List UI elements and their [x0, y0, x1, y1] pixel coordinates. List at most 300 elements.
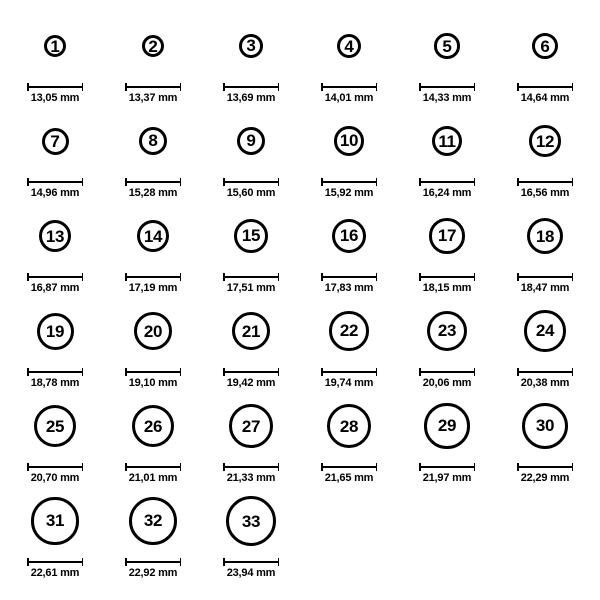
ring-circle-wrap: [524, 295, 565, 367]
diameter-label: 21,01 mm: [128, 472, 178, 484]
diameter-label: 13,05 mm: [30, 92, 80, 104]
ring-circle-wrap: [137, 200, 170, 272]
dimension-tick-left-icon: [419, 83, 421, 91]
diameter-label: 14,01 mm: [324, 92, 374, 104]
dimension-tick-left-icon: [27, 83, 29, 91]
dimension-annotation: [321, 83, 377, 104]
dimension-tick-left-icon: [321, 368, 323, 376]
dimension-annotation: [27, 178, 83, 199]
diameter-label: 15,92 mm: [324, 187, 374, 199]
dimension-tick-left-icon: [125, 558, 127, 566]
dimension-annotation: [223, 83, 279, 104]
dimension-annotation: [27, 558, 83, 579]
ring-circle-wrap: [434, 10, 459, 82]
ring-circle-wrap: [129, 485, 177, 557]
ring-circle-wrap: [132, 390, 175, 462]
dimension-line: [517, 273, 573, 281]
ring-circle-wrap: [237, 105, 266, 177]
ring-size-cell: [104, 200, 202, 295]
dimension-bar: [419, 466, 475, 468]
dimension-bar: [223, 371, 279, 373]
dimension-tick-right-icon: [376, 178, 378, 186]
ring-circle: [522, 403, 568, 449]
dimension-line: [321, 368, 377, 376]
ring-circle: [37, 313, 74, 350]
dimension-bar: [517, 86, 573, 88]
dimension-tick-right-icon: [278, 178, 280, 186]
ring-circle: [132, 405, 175, 448]
dimension-bar: [27, 181, 83, 183]
dimension-tick-left-icon: [27, 273, 29, 281]
dimension-line: [27, 83, 83, 91]
ring-circle: [334, 126, 364, 156]
ring-size-cell: [398, 200, 496, 295]
dimension-annotation: [419, 463, 475, 484]
dimension-annotation: [321, 178, 377, 199]
dimension-tick-right-icon: [572, 273, 574, 281]
dimension-tick-left-icon: [27, 558, 29, 566]
ring-circle: [429, 218, 464, 253]
dimension-bar: [125, 276, 181, 278]
dimension-tick-left-icon: [223, 83, 225, 91]
dimension-annotation: [27, 83, 83, 104]
ring-circle-wrap: [432, 105, 462, 177]
ring-size-cell: [202, 200, 300, 295]
dimension-tick-right-icon: [180, 558, 182, 566]
ring-circle: [39, 220, 71, 252]
diameter-label: 22,29 mm: [520, 472, 570, 484]
dimension-annotation: [517, 83, 573, 104]
ring-size-cell: [202, 10, 300, 105]
dimension-annotation: [27, 368, 83, 389]
dimension-bar: [419, 371, 475, 373]
ring-size-grid: [6, 10, 594, 580]
dimension-line: [223, 273, 279, 281]
dimension-bar: [321, 371, 377, 373]
dimension-line: [125, 368, 181, 376]
dimension-tick-left-icon: [321, 273, 323, 281]
ring-size-label: 20: [143, 321, 163, 341]
ring-circle: [226, 496, 277, 547]
ring-circle: [332, 219, 367, 254]
ring-size-label: 24: [535, 321, 555, 341]
ring-size-label: 1: [50, 36, 60, 56]
dimension-line: [223, 178, 279, 186]
dimension-line: [321, 273, 377, 281]
dimension-tick-right-icon: [180, 368, 182, 376]
dimension-tick-right-icon: [278, 83, 280, 91]
dimension-line: [517, 368, 573, 376]
ring-circle-wrap: [332, 200, 367, 272]
ring-size-cell: [104, 10, 202, 105]
ring-circle: [42, 128, 69, 155]
dimension-line: [223, 83, 279, 91]
dimension-line: [419, 83, 475, 91]
dimension-annotation: [419, 83, 475, 104]
dimension-bar: [125, 181, 181, 183]
dimension-tick-right-icon: [474, 178, 476, 186]
dimension-tick-left-icon: [321, 463, 323, 471]
ring-circle: [532, 33, 558, 59]
dimension-tick-right-icon: [474, 368, 476, 376]
dimension-tick-left-icon: [125, 178, 127, 186]
dimension-tick-right-icon: [278, 558, 280, 566]
dimension-annotation: [125, 368, 181, 389]
ring-circle-wrap: [234, 200, 268, 272]
dimension-tick-left-icon: [223, 178, 225, 186]
ring-size-cell: [6, 105, 104, 200]
ring-size-cell: [496, 390, 594, 485]
ring-size-cell: [202, 105, 300, 200]
diameter-label: 21,97 mm: [422, 472, 472, 484]
dimension-tick-left-icon: [125, 368, 127, 376]
diameter-label: 14,33 mm: [422, 92, 472, 104]
diameter-label: 21,33 mm: [226, 472, 276, 484]
ring-size-cell: [6, 295, 104, 390]
ring-size-label: 29: [437, 416, 457, 436]
dimension-bar: [223, 181, 279, 183]
ring-circle: [529, 125, 560, 156]
ring-size-label: 19: [45, 321, 65, 341]
dimension-tick-right-icon: [278, 273, 280, 281]
dimension-line: [223, 368, 279, 376]
ring-circle-wrap: [327, 390, 372, 462]
dimension-bar: [321, 181, 377, 183]
dimension-bar: [517, 371, 573, 373]
diameter-label: 17,51 mm: [226, 282, 276, 294]
ring-size-label: 16: [339, 226, 359, 246]
diameter-label: 18,15 mm: [422, 282, 472, 294]
dimension-bar: [321, 86, 377, 88]
diameter-label: 16,56 mm: [520, 187, 570, 199]
ring-circle-wrap: [522, 390, 568, 462]
ring-circle-wrap: [44, 10, 66, 82]
ring-size-cell: [496, 105, 594, 200]
ring-circle-wrap: [424, 390, 469, 462]
dimension-tick-left-icon: [517, 178, 519, 186]
ring-size-label: 11: [438, 131, 456, 151]
dimension-line: [27, 273, 83, 281]
dimension-annotation: [419, 178, 475, 199]
ring-circle-wrap: [142, 10, 165, 82]
ring-circle-wrap: [334, 105, 364, 177]
diameter-label: 23,94 mm: [226, 567, 276, 579]
dimension-tick-left-icon: [419, 368, 421, 376]
ring-circle: [129, 497, 177, 545]
dimension-annotation: [321, 273, 377, 294]
diameter-label: 18,78 mm: [30, 377, 80, 389]
ring-size-label: 31: [45, 511, 65, 531]
dimension-annotation: [27, 273, 83, 294]
dimension-bar: [27, 561, 83, 563]
ring-size-cell: [104, 390, 202, 485]
dimension-tick-left-icon: [223, 558, 225, 566]
dimension-bar: [223, 86, 279, 88]
dimension-tick-right-icon: [572, 178, 574, 186]
dimension-bar: [27, 466, 83, 468]
ring-size-label: 13: [45, 226, 65, 246]
dimension-tick-left-icon: [27, 368, 29, 376]
dimension-line: [125, 558, 181, 566]
dimension-bar: [419, 181, 475, 183]
diameter-label: 19,10 mm: [128, 377, 178, 389]
dimension-tick-left-icon: [517, 83, 519, 91]
dimension-line: [223, 463, 279, 471]
dimension-bar: [223, 276, 279, 278]
ring-circle-wrap: [37, 295, 74, 367]
dimension-annotation: [27, 463, 83, 484]
ring-circle-wrap: [427, 295, 467, 367]
dimension-tick-right-icon: [376, 83, 378, 91]
dimension-tick-left-icon: [517, 368, 519, 376]
dimension-line: [223, 558, 279, 566]
diameter-label: 14,64 mm: [520, 92, 570, 104]
dimension-annotation: [517, 368, 573, 389]
ring-circle-wrap: [527, 200, 563, 272]
dimension-tick-right-icon: [278, 368, 280, 376]
dimension-line: [321, 463, 377, 471]
ring-circle: [524, 310, 565, 351]
ring-size-label: 33: [241, 511, 261, 531]
ring-circle-wrap: [239, 10, 263, 82]
ring-circle: [31, 497, 78, 544]
dimension-tick-right-icon: [376, 273, 378, 281]
dimension-tick-left-icon: [223, 273, 225, 281]
dimension-tick-right-icon: [376, 463, 378, 471]
dimension-tick-left-icon: [419, 273, 421, 281]
ring-circle-wrap: [226, 485, 277, 557]
ring-size-cell: [104, 485, 202, 580]
dimension-line: [27, 368, 83, 376]
ring-circle: [234, 219, 268, 253]
dimension-tick-right-icon: [82, 368, 84, 376]
ring-size-cell: [6, 200, 104, 295]
dimension-bar: [125, 561, 181, 563]
dimension-annotation: [517, 463, 573, 484]
dimension-tick-left-icon: [223, 463, 225, 471]
dimension-tick-right-icon: [180, 273, 182, 281]
diameter-label: 19,42 mm: [226, 377, 276, 389]
dimension-line: [419, 273, 475, 281]
dimension-tick-left-icon: [125, 463, 127, 471]
dimension-line: [27, 558, 83, 566]
ring-size-label: 15: [241, 226, 261, 246]
dimension-annotation: [125, 558, 181, 579]
ring-circle: [237, 127, 266, 156]
ring-size-cell: [300, 200, 398, 295]
ring-size-cell: [398, 10, 496, 105]
ring-circle: [434, 33, 459, 58]
dimension-tick-right-icon: [572, 463, 574, 471]
ring-size-cell: [202, 295, 300, 390]
ring-size-label: 3: [246, 36, 256, 56]
diameter-label: 22,92 mm: [128, 567, 178, 579]
ring-circle-wrap: [39, 200, 71, 272]
ring-size-cell: [300, 390, 398, 485]
ring-circle-wrap: [529, 105, 560, 177]
dimension-annotation: [321, 463, 377, 484]
dimension-bar: [517, 466, 573, 468]
dimension-line: [321, 178, 377, 186]
ring-size-label: 14: [143, 226, 163, 246]
dimension-line: [125, 463, 181, 471]
dimension-tick-left-icon: [321, 83, 323, 91]
dimension-tick-right-icon: [82, 273, 84, 281]
dimension-tick-left-icon: [517, 273, 519, 281]
diameter-label: 20,70 mm: [30, 472, 80, 484]
ring-size-label: 2: [148, 36, 158, 56]
dimension-tick-right-icon: [82, 83, 84, 91]
ring-size-cell: [398, 105, 496, 200]
dimension-annotation: [125, 463, 181, 484]
dimension-annotation: [125, 83, 181, 104]
ring-size-cell: [104, 105, 202, 200]
dimension-tick-right-icon: [180, 178, 182, 186]
ring-circle-wrap: [42, 105, 69, 177]
ring-size-label: 23: [437, 321, 457, 341]
dimension-tick-left-icon: [517, 463, 519, 471]
ring-circle: [34, 405, 76, 447]
dimension-tick-left-icon: [419, 463, 421, 471]
ring-circle-wrap: [329, 295, 369, 367]
dimension-tick-right-icon: [572, 83, 574, 91]
ring-size-cell: [300, 10, 398, 105]
dimension-line: [419, 368, 475, 376]
diameter-label: 18,47 mm: [520, 282, 570, 294]
ring-circle: [424, 403, 469, 448]
ring-size-label: 26: [143, 416, 163, 436]
dimension-annotation: [419, 368, 475, 389]
ring-size-label: 5: [442, 36, 452, 56]
ring-circle-wrap: [337, 10, 362, 82]
dimension-line: [517, 178, 573, 186]
dimension-tick-left-icon: [419, 178, 421, 186]
dimension-annotation: [223, 368, 279, 389]
dimension-tick-left-icon: [125, 83, 127, 91]
dimension-line: [125, 178, 181, 186]
dimension-annotation: [223, 558, 279, 579]
ring-size-label: 6: [540, 36, 550, 56]
diameter-label: 14,96 mm: [30, 187, 80, 199]
ring-circle: [432, 126, 462, 156]
dimension-bar: [517, 181, 573, 183]
ring-size-label: 10: [339, 131, 359, 151]
ring-size-cell: [6, 10, 104, 105]
ring-size-cell: [6, 390, 104, 485]
dimension-line: [517, 83, 573, 91]
diameter-label: 19,74 mm: [324, 377, 374, 389]
ring-circle: [44, 35, 66, 57]
ring-circle-wrap: [31, 485, 78, 557]
dimension-bar: [321, 276, 377, 278]
ring-size-cell: [300, 295, 398, 390]
ring-size-label: 21: [241, 321, 261, 341]
ring-size-cell: [202, 485, 300, 580]
ring-size-label: 28: [339, 416, 359, 436]
dimension-tick-right-icon: [376, 368, 378, 376]
dimension-tick-right-icon: [180, 83, 182, 91]
ring-circle-wrap: [532, 10, 558, 82]
dimension-annotation: [223, 273, 279, 294]
dimension-tick-left-icon: [27, 178, 29, 186]
dimension-line: [419, 463, 475, 471]
dimension-tick-right-icon: [180, 463, 182, 471]
ring-circle-wrap: [134, 295, 172, 367]
dimension-annotation: [419, 273, 475, 294]
dimension-bar: [27, 86, 83, 88]
diameter-label: 13,37 mm: [128, 92, 178, 104]
ring-size-label: 17: [437, 226, 457, 246]
ring-circle: [232, 312, 271, 351]
diameter-label: 16,87 mm: [30, 282, 80, 294]
dimension-annotation: [223, 178, 279, 199]
ring-circle: [427, 311, 467, 351]
ring-size-label: 4: [344, 36, 354, 56]
ring-size-cell: [398, 295, 496, 390]
dimension-bar: [223, 561, 279, 563]
ring-size-cell: [202, 390, 300, 485]
dimension-annotation: [125, 178, 181, 199]
dimension-bar: [321, 466, 377, 468]
dimension-tick-right-icon: [572, 368, 574, 376]
dimension-tick-right-icon: [474, 463, 476, 471]
ring-circle: [134, 312, 172, 350]
dimension-line: [125, 83, 181, 91]
dimension-line: [321, 83, 377, 91]
ring-size-label: 18: [535, 226, 555, 246]
ring-circle: [327, 404, 372, 449]
dimension-annotation: [517, 273, 573, 294]
dimension-tick-left-icon: [27, 463, 29, 471]
ring-circle-wrap: [229, 390, 273, 462]
dimension-bar: [419, 276, 475, 278]
ring-size-label: 25: [45, 416, 65, 436]
ring-size-cell: [496, 200, 594, 295]
ring-size-label: 7: [50, 131, 60, 151]
dimension-line: [27, 178, 83, 186]
dimension-bar: [419, 86, 475, 88]
dimension-annotation: [321, 368, 377, 389]
dimension-bar: [125, 86, 181, 88]
ring-size-cell: [496, 295, 594, 390]
dimension-bar: [517, 276, 573, 278]
dimension-tick-left-icon: [321, 178, 323, 186]
dimension-tick-right-icon: [278, 463, 280, 471]
diameter-label: 15,60 mm: [226, 187, 276, 199]
dimension-tick-right-icon: [82, 558, 84, 566]
ring-size-cell: [398, 390, 496, 485]
ring-circle: [139, 127, 167, 155]
ring-size-cell: [6, 485, 104, 580]
dimension-bar: [125, 466, 181, 468]
dimension-bar: [223, 466, 279, 468]
ring-size-label: 9: [246, 131, 256, 151]
ring-circle: [137, 220, 170, 253]
diameter-label: 22,61 mm: [30, 567, 80, 579]
dimension-annotation: [517, 178, 573, 199]
ring-circle-wrap: [34, 390, 76, 462]
diameter-label: 17,19 mm: [128, 282, 178, 294]
dimension-annotation: [223, 463, 279, 484]
diameter-label: 16,24 mm: [422, 187, 472, 199]
ring-circle: [329, 311, 369, 351]
diameter-label: 20,06 mm: [422, 377, 472, 389]
dimension-tick-right-icon: [474, 83, 476, 91]
ring-circle: [337, 34, 362, 59]
diameter-label: 15,28 mm: [128, 187, 178, 199]
dimension-bar: [125, 371, 181, 373]
dimension-tick-left-icon: [125, 273, 127, 281]
